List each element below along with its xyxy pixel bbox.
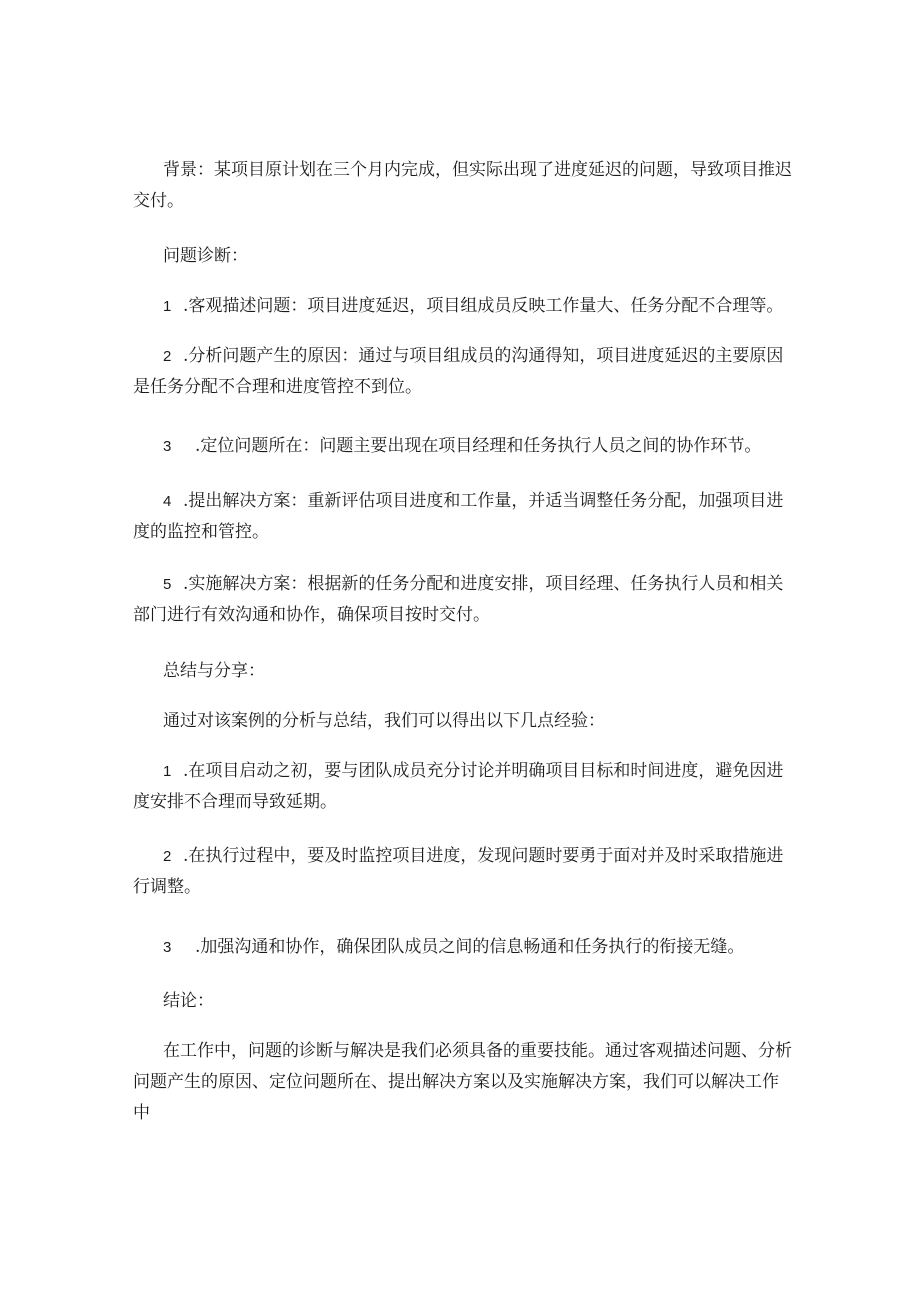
summary-item-1 — [133, 756, 793, 818]
diagnosis-item-2-number: 2 — [163, 348, 172, 365]
diagnosis-heading: 问题诊断： — [163, 246, 248, 266]
diagnosis-item-5-number: 5 — [163, 576, 172, 593]
summary-item-3 — [133, 932, 793, 963]
diagnosis-item-3 — [133, 431, 793, 462]
conclusion-heading: 结论： — [163, 991, 214, 1011]
background-paragraph: 背景：某项目原计划在三个月内完成，但实际出现了进度延迟的问题，导致项目推迟交付。 — [133, 160, 792, 211]
summary-item-2-number: 2 — [163, 848, 172, 865]
diagnosis-item-2 — [133, 341, 793, 403]
diagnosis-item-4 — [133, 486, 793, 548]
summary-intro: 通过对该案例的分析与总结，我们可以得出以下几点经验： — [163, 711, 605, 731]
diagnosis-item-3-text: .定位问题所在：问题主要出现在项目经理和任务执行人员之间的协作环节。 — [195, 436, 762, 456]
diagnosis-item-2-text: .分析问题产生的原因：通过与项目组成员的沟通得知，项目进度延迟的主要原因是任务分配不合理和进度管控不到位。 — [133, 346, 784, 397]
diagnosis-item-1-text: .客观描述问题：项目进度延迟，项目组成员反映工作量大、任务分配不合理等。 — [183, 296, 784, 316]
summary-item-1-number: 1 — [163, 763, 172, 780]
diagnosis-item-3-number: 3 — [163, 438, 172, 455]
summary-item-1-text: .在项目启动之初，要与团队成员充分讨论并明确项目目标和时间进度，避免因进度安排不合理而导致延期。 — [133, 761, 784, 812]
summary-heading: 总结与分享： — [163, 661, 265, 681]
summary-item-2-text: .在执行过程中，要及时监控项目进度，发现问题时要勇于面对并及时采取措施进行调整。 — [133, 846, 784, 897]
diagnosis-item-4-text: .提出解决方案：重新评估项目进度和工作量，并适当调整任务分配，加强项目进度的监控和管控。 — [133, 491, 784, 542]
diagnosis-item-5-text: .实施解决方案：根据新的任务分配和进度安排，项目经理、任务执行人员和相关部门进行有效沟通和协作，确保项目按时交付。 — [133, 574, 784, 625]
conclusion-paragraph: 在工作中，问题的诊断与解决是我们必须具备的重要技能。通过客观描述问题、分析问题产生的原因、定位问题所在、提出解决方案以及实施解决方案，我们可以解决工作中 — [133, 1041, 792, 1123]
diagnosis-item-5 — [133, 569, 793, 631]
summary-item-2 — [133, 841, 793, 903]
summary-item-3-text: .加强沟通和协作，确保团队成员之间的信息畅通和任务执行的衔接无缝。 — [195, 937, 745, 957]
diagnosis-item-4-number: 4 — [163, 493, 172, 510]
diagnosis-item-1-number: 1 — [163, 298, 172, 315]
diagnosis-item-1 — [133, 291, 793, 322]
summary-item-3-number: 3 — [163, 939, 172, 956]
